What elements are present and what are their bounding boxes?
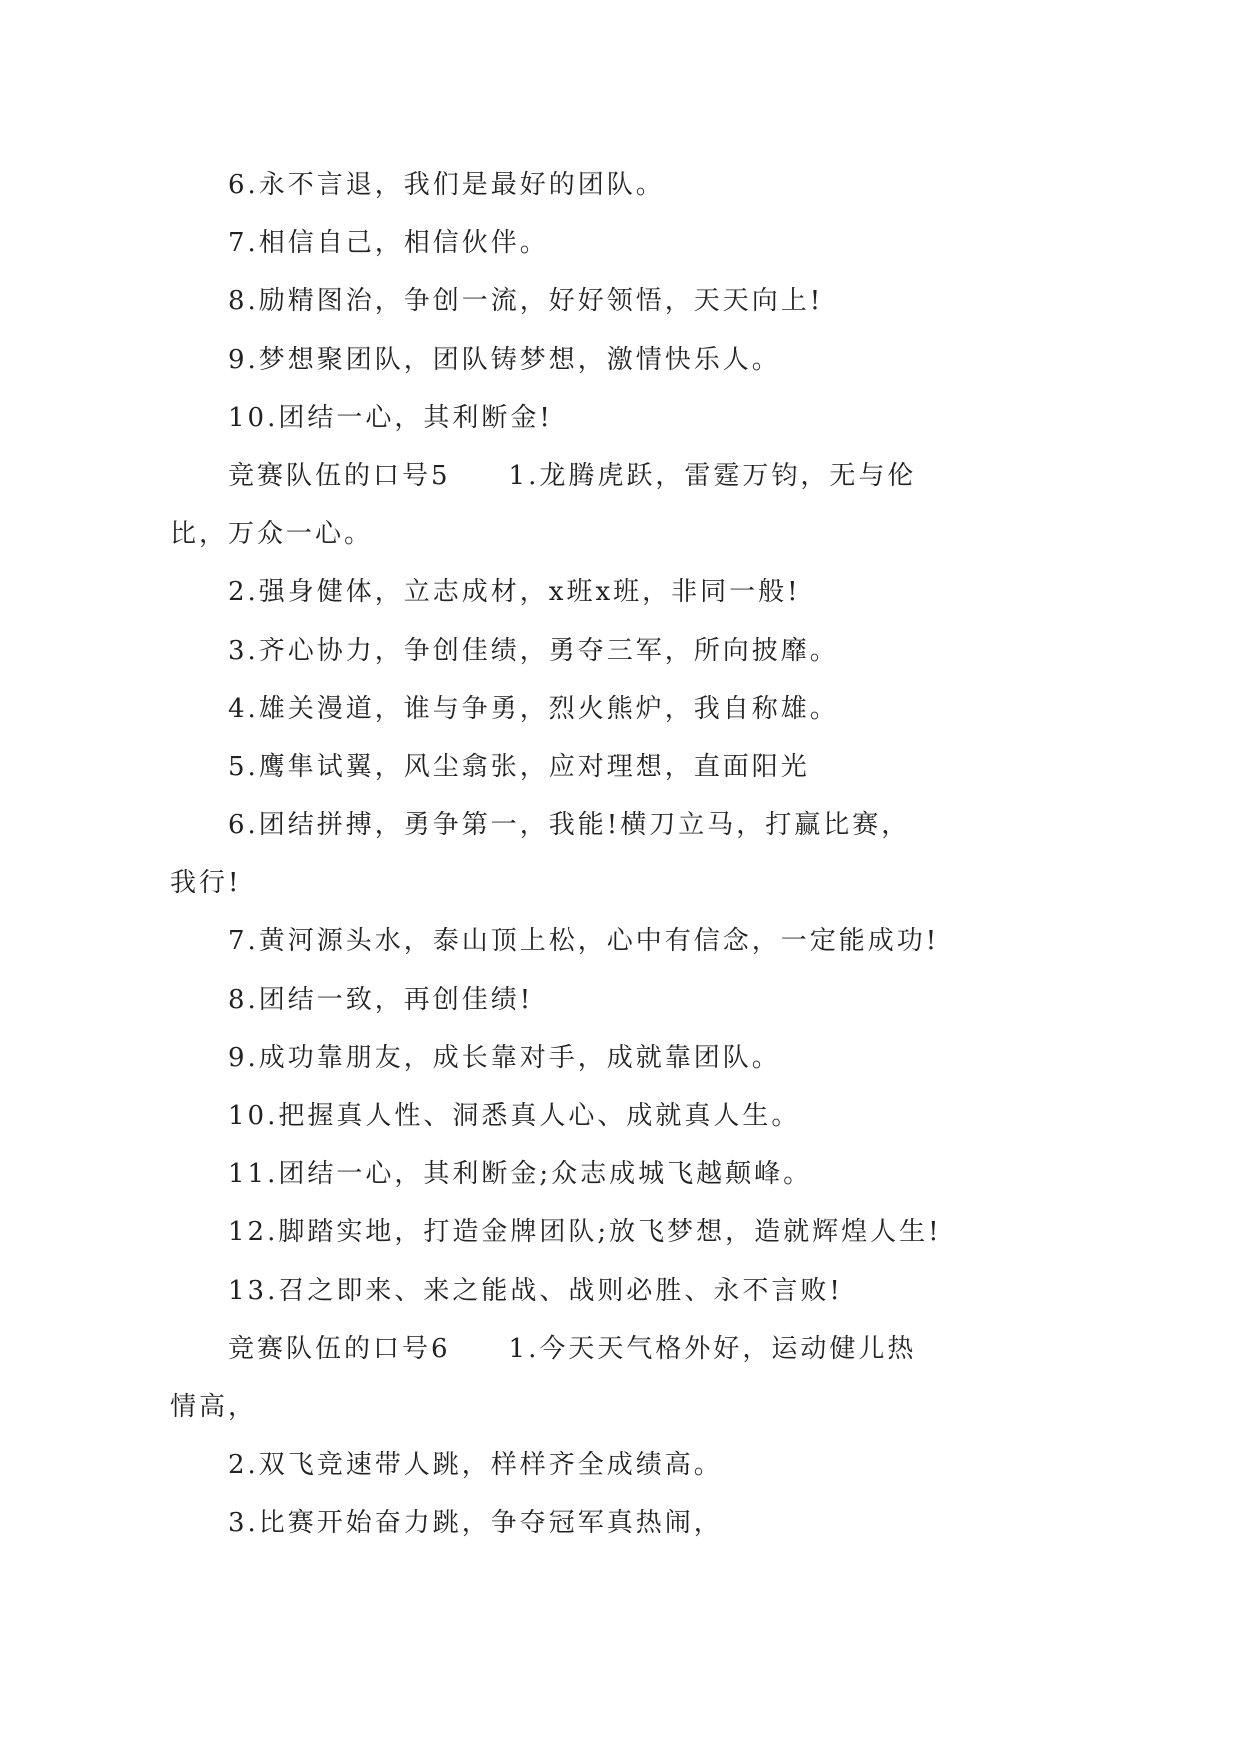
paragraph — [0, 680, 1241, 738]
paragraph — [0, 272, 1241, 330]
section-heading-paragraph — [0, 1320, 1241, 1436]
paragraph-line: 3.齐心协力，争创佳绩，勇夺三军，所向披靡。 — [228, 635, 839, 666]
paragraph-line: 8.励精图治，争创一流，好好领悟，天天向上! — [228, 286, 824, 317]
paragraph — [0, 1145, 1241, 1203]
paragraph-line: 5.鹰隼试翼，风尘翕张，应对理想，直面阳光 — [228, 751, 810, 782]
paragraph — [0, 214, 1241, 272]
section-heading-paragraph — [0, 447, 1241, 563]
paragraph — [0, 1203, 1241, 1261]
paragraph-line: 竞赛队伍的口号5 1.龙腾虎跃，雷霆万钧，无与伦 — [228, 460, 917, 491]
paragraph — [0, 331, 1241, 389]
paragraph-line: 9.成功靠朋友，成长靠对手，成就靠团队。 — [228, 1042, 781, 1073]
paragraph-line: 竞赛队伍的口号6 1.今天天气格外好，运动健儿热 — [228, 1333, 917, 1364]
paragraph-continuation-line: 情高， — [170, 1391, 258, 1422]
paragraph-line: 10.团结一心，其利断金! — [228, 402, 553, 433]
paragraph-continuation-line: 我行! — [170, 868, 242, 899]
paragraph — [0, 796, 1241, 912]
paragraph — [0, 389, 1241, 447]
paragraph — [0, 1436, 1241, 1494]
paragraph-line: 7.黄河源头水，泰山顶上松，心中有信念，一定能成功! — [228, 926, 940, 957]
paragraph-line: 12.脚踏实地，打造金牌团队;放飞梦想，造就辉煌人生! — [228, 1217, 942, 1248]
paragraph-line: 10.把握真人性、洞悉真人心、成就真人生。 — [228, 1101, 801, 1131]
paragraph — [0, 156, 1241, 214]
paragraph-line: 2.双飞竞速带人跳，样样齐全成绩高。 — [228, 1450, 723, 1481]
paragraph-line: 4.雄关漫道，谁与争勇，烈火熊炉，我自称雄。 — [228, 693, 839, 724]
paragraph — [0, 912, 1241, 970]
paragraph — [0, 1262, 1241, 1320]
paragraph — [0, 738, 1241, 796]
paragraph — [0, 1087, 1241, 1145]
paragraph-line: 2.强身健体，立志成材，x班x班，非同一般! — [228, 577, 801, 608]
paragraph — [0, 1494, 1241, 1552]
paragraph-line: 7.相信自己，相信伙伴。 — [228, 228, 549, 259]
paragraph — [0, 622, 1241, 680]
paragraph-line: 6.团结拼搏，勇争第一，我能!横刀立马，打赢比赛， — [228, 810, 911, 841]
paragraph-line: 3.比赛开始奋力跳，争夺冠军真热闹， — [228, 1508, 723, 1539]
paragraph — [0, 1029, 1241, 1087]
paragraph-line: 8.团结一致，再创佳绩! — [228, 984, 534, 1015]
paragraph-line: 13.召之即来、来之能战、战则必胜、永不言败! — [228, 1275, 843, 1306]
paragraph-line: 11.团结一心，其利断金;众志成城飞越颠峰。 — [228, 1159, 813, 1190]
paragraph-continuation-line: 比，万众一心。 — [170, 519, 374, 550]
paragraph — [0, 971, 1241, 1029]
paragraph-line: 6.永不言退，我们是最好的团队。 — [228, 170, 665, 200]
paragraph-line: 9.梦想聚团队，团队铸梦想，激情快乐人。 — [228, 344, 781, 375]
paragraph — [0, 563, 1241, 621]
document-body — [0, 156, 1241, 1553]
